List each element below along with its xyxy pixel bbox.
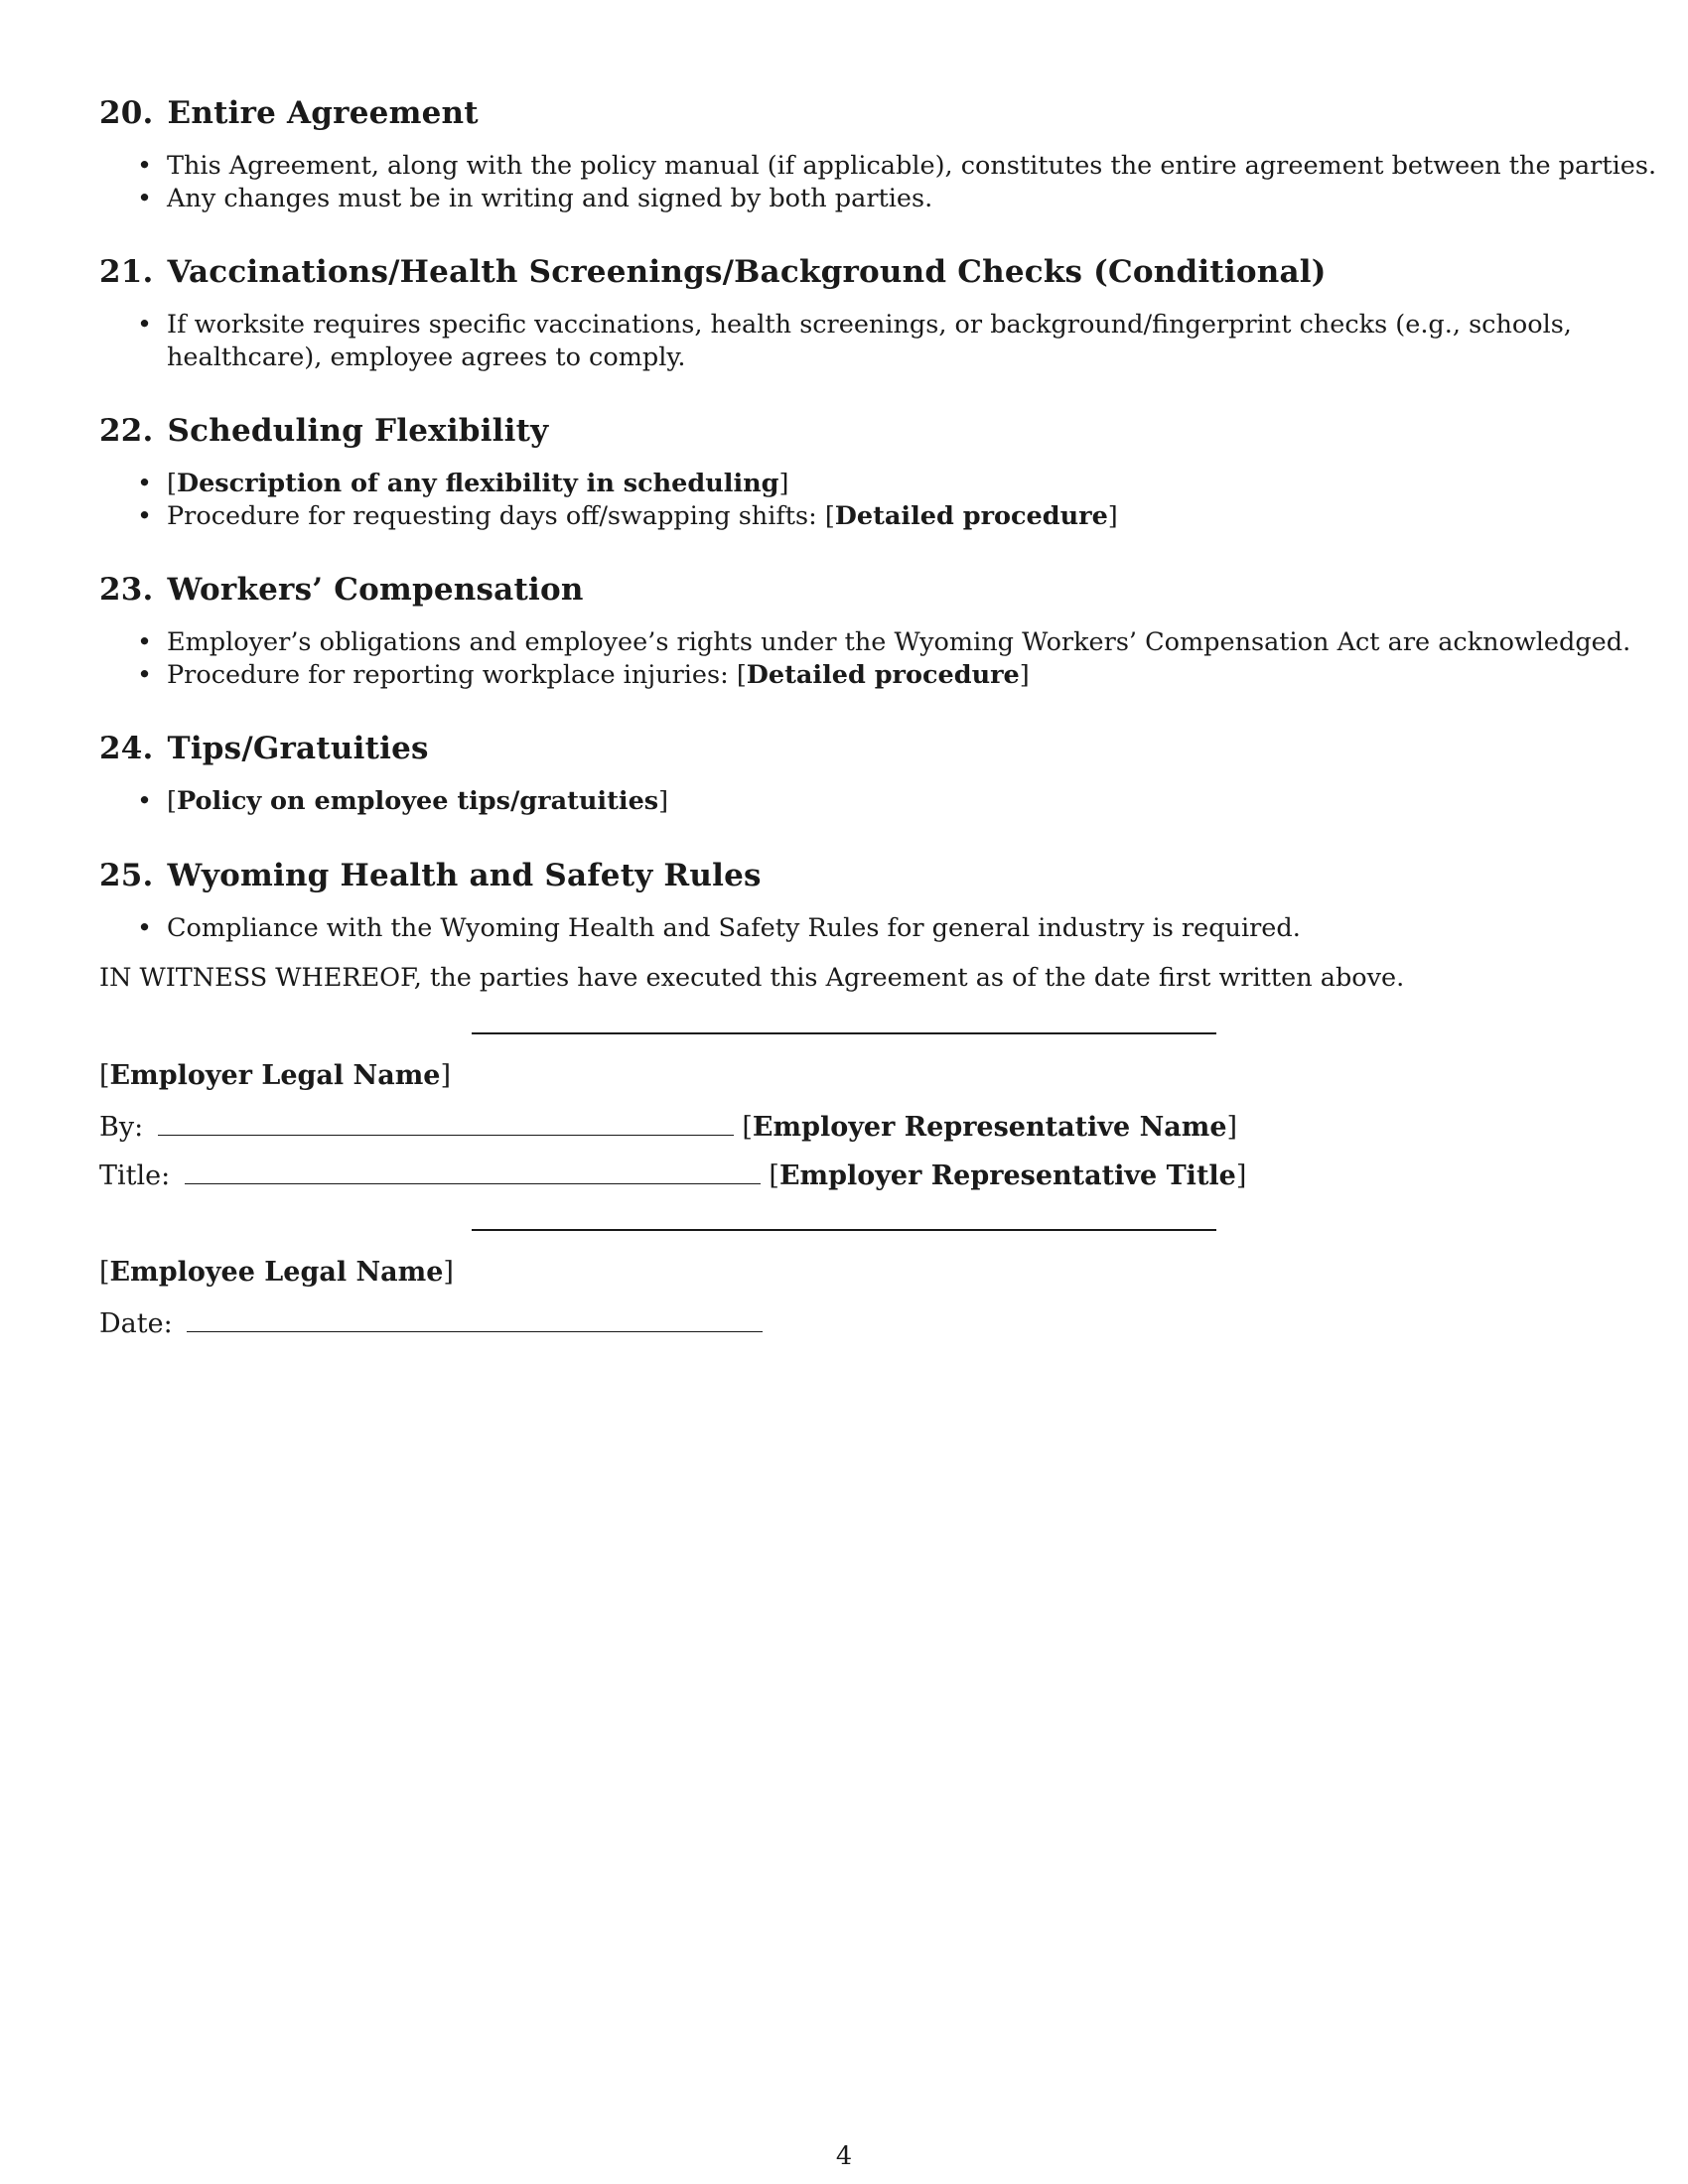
item-text: Procedure for reporting workplace injuries:	[167, 660, 737, 690]
placeholder-text: Description of any flexibility in scheduling	[176, 469, 779, 498]
section-number: 22.	[99, 413, 154, 449]
employer-rep-title: Employer Representative Title	[778, 1160, 1236, 1191]
employer-rep-name: Employer Representative Name	[752, 1112, 1227, 1143]
section-25-list	[99, 912, 1301, 945]
employer-by-row: By: [Employer Representative Name]	[99, 1109, 1237, 1144]
list-item: • Procedure for requesting days off/swapping shifts: [Detailed procedure]	[99, 500, 1118, 533]
date-blank-field[interactable]	[187, 1305, 763, 1332]
employer-title-row: Title: [Employer Representative Title]	[99, 1158, 1246, 1192]
employee-signature-line[interactable]	[472, 1229, 1216, 1231]
section-21-heading	[99, 254, 1327, 290]
section-title: Scheduling Flexibility	[167, 413, 549, 449]
section-24-list	[99, 785, 668, 818]
section-20-heading	[99, 95, 479, 131]
section-title: Wyoming Health and Safety Rules	[167, 858, 762, 893]
placeholder-text: Detailed procedure	[746, 660, 1020, 690]
employer-signature-line[interactable]	[472, 1032, 1216, 1034]
list-item: • Compliance with the Wyoming Health and Safety Rules for general industry is required.	[99, 912, 1301, 945]
employer-name-text: Employer Legal Name	[109, 1060, 441, 1091]
title-blank-field[interactable]	[185, 1158, 761, 1184]
section-title: Tips/Gratuities	[167, 731, 429, 766]
placeholder-text: Policy on employee tips/gratuities	[176, 786, 659, 816]
section-22-list	[99, 468, 1118, 533]
section-23-list	[99, 626, 1630, 692]
placeholder-text: Detailed procedure	[834, 501, 1108, 531]
employee-name-text: Employee Legal Name	[109, 1257, 444, 1288]
section-20-list	[99, 150, 1656, 215]
by-blank-field[interactable]	[158, 1109, 734, 1136]
witness-clause: IN WITNESS WHEREOF, the parties have executed this Agreement as of the date first written above.	[99, 963, 1405, 993]
section-number: 21.	[99, 254, 154, 290]
section-title: Vaccinations/Health Screenings/Background Checks (Conditional)	[167, 254, 1327, 290]
employer-legal-name: [Employer Legal Name]	[99, 1060, 451, 1091]
section-number: 25.	[99, 858, 154, 893]
list-item: • Employer’s obligations and employee’s rights under the Wyoming Workers’ Compensation Act are acknowledged.	[99, 626, 1630, 659]
section-21-list	[99, 309, 1688, 374]
list-item: • This Agreement, along with the policy manual (if applicable), constitutes the entire agreement between the parties.	[99, 150, 1656, 183]
date-label: Date:	[99, 1308, 173, 1339]
section-24-heading	[99, 731, 429, 766]
title-label: Title:	[99, 1160, 171, 1191]
employee-legal-name: [Employee Legal Name]	[99, 1257, 454, 1288]
section-title: Entire Agreement	[167, 95, 479, 131]
list-item: • Any changes must be in writing and signed by both parties.	[99, 183, 1656, 215]
item-text: Procedure for requesting days off/swapping shifts:	[167, 501, 825, 531]
page-number: 4	[835, 2141, 853, 2171]
section-title: Workers’ Compensation	[167, 572, 584, 608]
by-label: By:	[99, 1112, 144, 1143]
list-item: • If worksite requires specific vaccinations, health screenings, or background/fingerprint checks (e.g., schools, healthcare), employee agrees to comply.	[99, 309, 1688, 374]
list-item: • Procedure for reporting workplace injuries: [Detailed procedure]	[99, 659, 1630, 692]
list-item: • [Description of any flexibility in scheduling]	[99, 468, 1118, 500]
list-item: • [Policy on employee tips/gratuities]	[99, 785, 668, 818]
section-number: 20.	[99, 95, 154, 131]
section-number: 23.	[99, 572, 154, 608]
section-22-heading	[99, 413, 548, 449]
section-number: 24.	[99, 731, 154, 766]
section-25-heading	[99, 858, 762, 893]
employee-date-row	[99, 1305, 763, 1340]
section-23-heading	[99, 572, 584, 608]
